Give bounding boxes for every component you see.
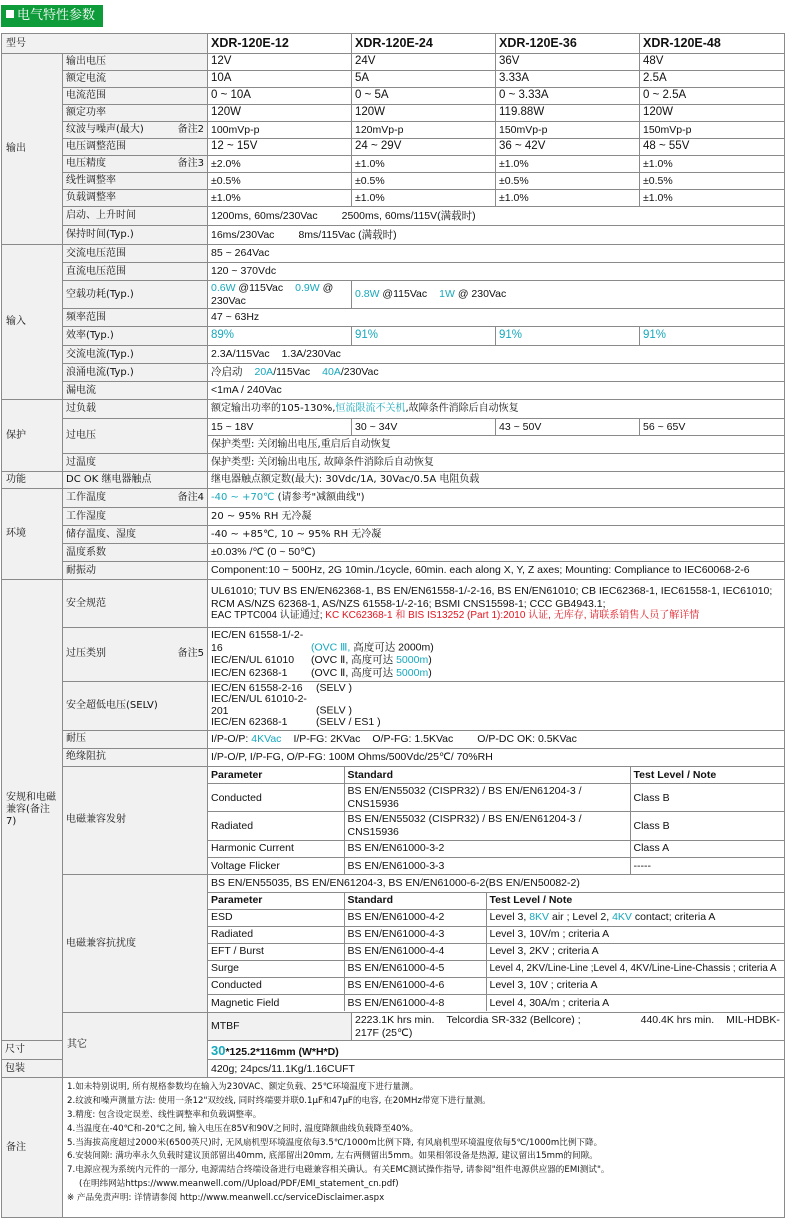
ac-range-value: 85 ~ 264Vac xyxy=(208,245,785,263)
note-1: 1.如未特别说明, 所有规格参数均在输入为230VAC、额定负载、25℃环境温度下进行量测。 xyxy=(67,1082,419,1093)
table-row xyxy=(208,943,784,960)
emc-im-param: ESD xyxy=(208,909,344,926)
tempco-label: 温度系数 xyxy=(63,544,208,562)
mtbf-c: 440.4K hrs min. xyxy=(640,1014,715,1027)
output-voltage-24: 24V xyxy=(352,54,496,71)
current-range-row xyxy=(2,88,785,105)
efficiency-36: 91% xyxy=(496,327,640,346)
withstand-ipop: I/P-O/P: xyxy=(211,732,252,745)
note-6: 6.安装间隙: 满功率永久负载时建议顶部留出40mm, 底部留出20mm, 左右两侧留出5mm。如果相邻设备是热源, 建议留出15mm的间隙。 xyxy=(67,1151,598,1162)
hold-up-value xyxy=(208,226,785,245)
otp-row xyxy=(2,454,785,472)
section-title-text: 电气特性参数 xyxy=(17,8,96,23)
table-row xyxy=(208,994,784,1011)
freq-row xyxy=(2,309,785,327)
esd-c: air ; Level 2, xyxy=(549,911,613,924)
noload-row xyxy=(2,281,785,309)
load-reg-48: ±1.0% xyxy=(640,190,785,207)
model-row xyxy=(2,34,785,54)
inrush-b-value: 40A xyxy=(322,366,341,379)
noload-label: 空载功耗(Typ.) xyxy=(63,281,208,309)
voltage-adj-label: 电压调整范围 xyxy=(63,139,208,156)
ovc-alt-3: 5000m xyxy=(396,666,429,679)
emc-im-param: Surge xyxy=(208,960,344,977)
inrush-a-cond: /115Vac xyxy=(273,366,311,379)
inrush-pre: 冷启动 xyxy=(211,366,243,379)
output-voltage-row xyxy=(2,54,785,71)
inrush-label: 浪涌电流(Typ.) xyxy=(63,364,208,382)
emc-im-std: BS EN/EN61000-4-3 xyxy=(344,926,486,943)
noload-d-cond: @ 230Vac xyxy=(454,288,507,301)
notes-group-label: 备注 xyxy=(2,1078,63,1218)
notes-content xyxy=(63,1078,785,1218)
noload-c-value: 0.8W xyxy=(355,288,380,301)
emc-im-param: EFT / Burst xyxy=(208,943,344,960)
tempco-row xyxy=(2,544,785,562)
esd-air-value: 8KV xyxy=(529,911,550,924)
output-voltage-label: 输出电压 xyxy=(63,54,208,71)
dc-range-value: 120 ~ 370Vdc xyxy=(208,263,785,281)
emc-immunity-cell xyxy=(208,875,785,1013)
rated-power-48: 120W xyxy=(640,105,785,122)
overload-value xyxy=(208,400,785,419)
note-3: 3.精度: 包含设定误差、线性调整率和负载调整率。 xyxy=(67,1109,262,1120)
noload-d-value: 1W xyxy=(439,288,455,301)
isolation-value: I/P-O/P, I/P-FG, O/P-FG: 100M Ohms/500Vdc/25℃/ 70%RH xyxy=(208,748,785,766)
ovc-class-3: (OVC Ⅱ, 高度可达 xyxy=(311,666,397,679)
dimension-label: 尺寸 xyxy=(2,1041,63,1060)
noload-others xyxy=(352,281,785,309)
section-header-bar xyxy=(0,0,785,30)
inrush-a-value: 20A xyxy=(254,366,274,379)
line-reg-24: ±0.5% xyxy=(352,173,496,190)
line-reg-48: ±0.5% xyxy=(640,173,785,190)
ac-current-230: 1.3A/230Vac xyxy=(281,348,341,361)
emc-em-param: Harmonic Current xyxy=(208,840,344,857)
vibration-value: Component:10 ~ 500Hz, 2G 10min./1cycle, 60min. each along X, Y, Z axes; Mounting: Compliance to IEC60068-2-6 xyxy=(208,562,785,580)
emc-im-head-param: Parameter xyxy=(208,892,344,909)
emc-immunity-row xyxy=(2,875,785,1013)
hold-up-label: 保持时间(Typ.) xyxy=(63,226,208,245)
withstand-ipfg: I/P-FG: 2KVac xyxy=(293,732,361,745)
voltage-adj-row xyxy=(2,139,785,156)
ovp-12: 15 ~ 18V xyxy=(208,419,352,436)
overload-row xyxy=(2,400,785,419)
emc-emission-table xyxy=(208,767,784,874)
current-range-36: 0 ~ 3.33A xyxy=(496,88,640,105)
load-reg-36: ±1.0% xyxy=(496,190,640,207)
load-reg-row xyxy=(2,190,785,207)
output-group-label: 输出 xyxy=(2,54,63,245)
square-bullet-icon xyxy=(6,10,14,18)
isolation-row xyxy=(2,748,785,766)
work-temp-note: 备注4 xyxy=(177,492,204,504)
voltage-tol-row xyxy=(2,156,785,173)
emc-im-level: Level 4, 2KV/Line-Line ;Level 4, 4KV/Line-Line-Chassis ; criteria A xyxy=(486,960,784,977)
line-reg-row xyxy=(2,173,785,190)
setup-rise-115: 2500ms, 60ms/115V(满载时) xyxy=(341,209,476,222)
ripple-label-text: 纹波与噪声(最大) xyxy=(66,124,144,135)
note-7: 7.电源应视为系统内元件的一部分, 电源需结合终端设备进行电磁兼容相关确认。有关EMC测试操作指导, 请参阅"组件电源供应器的EMI测试"。 xyxy=(67,1165,610,1176)
input-group-label: 输入 xyxy=(2,245,63,400)
rated-power-12: 120W xyxy=(208,105,352,122)
otp-value: 保护类型: 关闭输出电压, 故障条件消除后自动恢复 xyxy=(208,454,785,472)
environment-group-label: 环境 xyxy=(2,489,63,580)
emc-im-std: BS EN/EN61000-4-6 xyxy=(344,977,486,994)
emc-emission-header xyxy=(208,767,784,784)
emc-im-level: Level 3, 2KV ; criteria A xyxy=(486,943,784,960)
selv-class-1: (SELV ) xyxy=(316,681,352,694)
esd-contact-value: 4KV xyxy=(612,911,632,924)
isolation-label: 绝缘阻抗 xyxy=(63,748,208,766)
setup-rise-230: 1200ms, 60ms/230Vac xyxy=(211,209,318,222)
tempco-value: ±0.03% /℃ (0 ~ 50℃) xyxy=(208,544,785,562)
noload-b-value: 0.9W xyxy=(295,282,320,294)
line-reg-36: ±0.5% xyxy=(496,173,640,190)
mtbf-d: MIL-HDBK-217F (25℃) xyxy=(355,1014,780,1039)
work-temp-row xyxy=(2,489,785,508)
leakage-label: 漏电流 xyxy=(63,382,208,400)
table-row xyxy=(208,926,784,943)
ovp-label: 过电压 xyxy=(63,419,208,454)
ovc-close-2: ) xyxy=(428,654,432,667)
vibration-label: 耐振动 xyxy=(63,562,208,580)
ac-range-row xyxy=(2,245,785,263)
ovc-label xyxy=(63,628,208,681)
note-4: 4.当温度在-40℃和-20℃之间, 输入电压在85V和90V之间时, 温度降额曲线负载降至40%。 xyxy=(67,1123,419,1134)
rated-power-36: 119.88W xyxy=(496,105,640,122)
rated-current-24: 5A xyxy=(352,71,496,88)
voltage-tol-label-text: 电压精度 xyxy=(66,158,106,169)
inrush-value xyxy=(208,364,785,382)
model-12: XDR-120E-12 xyxy=(208,34,352,54)
ovc-note: 备注5 xyxy=(177,648,204,660)
work-hum-label: 工作湿度 xyxy=(63,508,208,526)
emc-em-std: BS EN/EN61000-3-2 xyxy=(344,840,630,857)
efficiency-label: 效率(Typ.) xyxy=(63,327,208,346)
voltage-adj-12: 12 ~ 15V xyxy=(208,139,352,156)
output-voltage-36: 36V xyxy=(496,54,640,71)
storage-value: -40 ~ +85℃, 10 ~ 95% RH 无冷凝 xyxy=(208,526,785,544)
current-range-48: 0 ~ 2.5A xyxy=(640,88,785,105)
overload-label: 过负载 xyxy=(63,400,208,419)
dc-range-label: 直流电压范围 xyxy=(63,263,208,281)
withstand-value xyxy=(208,730,785,748)
efficiency-12: 89% xyxy=(208,327,352,346)
safety-std-value xyxy=(208,580,785,628)
voltage-tol-36: ±1.0% xyxy=(496,156,640,173)
note-2: 2.纹波和噪声测量方法: 使用一条12"双绞线, 同时终端要并联0.1μF和47μF的电容, 在20MHz带宽下进行量测。 xyxy=(67,1096,491,1107)
freq-label: 频率范围 xyxy=(63,309,208,327)
safety-std-line1: UL61010; TUV BS EN/EN62368-1, BS EN/EN61558-1/-2-16, BS EN/EN61010; CB IEC62368-1, IEC61558-1, IEC61010; xyxy=(211,585,773,598)
ovc-class-1: (OVC Ⅲ, xyxy=(311,641,351,654)
ripple-48: 150mVp-p xyxy=(640,122,785,139)
withstand-opdc: O/P-DC OK: 0.5KVac xyxy=(477,732,577,745)
dcok-value: 继电器触点额定数(最大): 30Vdc/1A, 30Vac/0.5A 电阻负载 xyxy=(208,472,785,489)
table-row xyxy=(208,812,784,840)
safety-std-line2: RCM AS/NZS 62368-1, AS/NZS 61558-1/-2-16; BSMI CNS15598-1; CCC GB4943.1; xyxy=(211,597,606,610)
emc-im-std: BS EN/EN61000-4-2 xyxy=(344,909,486,926)
mtbf-row xyxy=(2,1013,785,1041)
ovc-std-2: IEC/EN/UL 61010 xyxy=(211,654,295,667)
section-title xyxy=(1,5,103,27)
emc-im-std: BS EN/EN61000-4-4 xyxy=(344,943,486,960)
emc-im-param: Magnetic Field xyxy=(208,994,344,1011)
ac-current-label: 交流电流(Typ.) xyxy=(63,346,208,364)
emc-em-param: Conducted xyxy=(208,784,344,812)
rated-current-36: 3.33A xyxy=(496,71,640,88)
emc-im-level: Level 3, 10V ; criteria A xyxy=(486,977,784,994)
mtbf-value xyxy=(352,1013,785,1041)
table-row xyxy=(208,909,784,926)
selv-label: 安全超低电压(SELV) xyxy=(63,681,208,730)
output-voltage-48: 48V xyxy=(640,54,785,71)
table-row xyxy=(208,960,784,977)
voltage-tol-note: 备注3 xyxy=(177,158,204,169)
setup-rise-row xyxy=(2,207,785,226)
emc-im-level-esd xyxy=(486,909,784,926)
emc-im-head-level: Test Level / Note xyxy=(486,892,784,909)
table-row xyxy=(208,977,784,994)
safety-std-row xyxy=(2,580,785,628)
emc-emission-row xyxy=(2,766,785,874)
emc-immunity-top xyxy=(208,875,784,892)
packing-label: 包装 xyxy=(2,1060,63,1078)
rated-current-row xyxy=(2,71,785,88)
others-group-label: 其它 xyxy=(63,1013,208,1078)
storage-row xyxy=(2,526,785,544)
table-row xyxy=(208,857,784,874)
load-reg-label: 负载调整率 xyxy=(63,190,208,207)
withstand-ipop-value: 4KVac xyxy=(251,732,282,745)
work-hum-row xyxy=(2,508,785,526)
ovc-std-3: IEC/EN 62368-1 xyxy=(211,666,288,679)
model-24: XDR-120E-24 xyxy=(352,34,496,54)
rated-current-48: 2.5A xyxy=(640,71,785,88)
ripple-row xyxy=(2,122,785,139)
noload-a-value: 0.6W xyxy=(211,282,236,294)
safety-std-eac: EAC TPTC004 认证通过; xyxy=(211,610,323,622)
voltage-tol-48: ±1.0% xyxy=(640,156,785,173)
current-range-12: 0 ~ 10A xyxy=(208,88,352,105)
emc-em-level: ----- xyxy=(630,857,784,874)
leakage-value: <1mA / 240Vac xyxy=(208,382,785,400)
ovc-class-2: (OVC Ⅱ, 高度可达 xyxy=(311,654,397,667)
table-row xyxy=(208,840,784,857)
spec-table xyxy=(1,33,785,1218)
emc-em-head-std: Standard xyxy=(344,767,630,784)
setup-rise-value xyxy=(208,207,785,226)
rated-current-label: 额定电流 xyxy=(63,71,208,88)
emc-im-head-std: Standard xyxy=(344,892,486,909)
emc-em-level: Class B xyxy=(630,812,784,840)
selv-std-3: IEC/EN 62368-1 xyxy=(211,716,288,729)
current-range-24: 0 ~ 5A xyxy=(352,88,496,105)
emc-im-param: Conducted xyxy=(208,977,344,994)
work-temp-label-text: 工作温度 xyxy=(66,492,106,504)
noload-a-cond: @115Vac xyxy=(235,282,284,294)
ripple-36: 150mVp-p xyxy=(496,122,640,139)
packing-value: 420g; 24pcs/11.1Kg/1.16CUFT xyxy=(208,1060,785,1078)
efficiency-row xyxy=(2,327,785,346)
emc-im-std: BS EN/EN61000-4-8 xyxy=(344,994,486,1011)
hold-up-row xyxy=(2,226,785,245)
voltage-tol-24: ±1.0% xyxy=(352,156,496,173)
rated-power-label: 额定功率 xyxy=(63,105,208,122)
ac-current-row xyxy=(2,346,785,364)
selv-row xyxy=(2,681,785,730)
noload-b-cond: @ 230Vac xyxy=(211,282,334,307)
model-36: XDR-120E-36 xyxy=(496,34,640,54)
ovc-row xyxy=(2,628,785,681)
protection-group-label: 保护 xyxy=(2,400,63,472)
emc-im-std: BS EN/EN61000-4-5 xyxy=(344,960,486,977)
safety-std-label: 安全规范 xyxy=(63,580,208,628)
rated-power-row xyxy=(2,105,785,122)
ovc-close-3: ) xyxy=(428,666,432,679)
ripple-note: 备注2 xyxy=(177,124,204,135)
note-5: 5.当海拔高度超过2000米(6500英尺)时, 无风扇机型环境温度依每3.5℃/1000m比例下降, 有风扇机型环境温度依每5℃/1000m比例下降。 xyxy=(67,1137,603,1148)
ac-current-value xyxy=(208,346,785,364)
ripple-label xyxy=(63,122,208,139)
emc-immunity-table xyxy=(208,875,784,1011)
hold-up-115: 8ms/115Vac (满载时) xyxy=(298,228,397,241)
emc-em-level: Class A xyxy=(630,840,784,857)
emc-emission-label: 电磁兼容发射 xyxy=(63,766,208,874)
noload-c-cond: @115Vac xyxy=(379,288,428,301)
dc-range-row xyxy=(2,263,785,281)
line-reg-12: ±0.5% xyxy=(208,173,352,190)
notes-row xyxy=(2,1078,785,1218)
emc-em-head-param: Parameter xyxy=(208,767,344,784)
rated-current-12: 10A xyxy=(208,71,352,88)
mtbf-label: MTBF xyxy=(208,1013,352,1041)
ovp-24: 30 ~ 34V xyxy=(352,419,496,436)
work-temp-post: (请参考"减额曲线") xyxy=(274,492,365,504)
withstand-row xyxy=(2,730,785,748)
output-voltage-12: 12V xyxy=(208,54,352,71)
storage-label: 储存温度、湿度 xyxy=(63,526,208,544)
emc-emission-cell xyxy=(208,766,785,874)
otp-label: 过温度 xyxy=(63,454,208,472)
vibration-row xyxy=(2,562,785,580)
setup-rise-label: 启动、上升时间 xyxy=(63,207,208,226)
ac-range-label: 交流电压范围 xyxy=(63,245,208,263)
work-temp-value xyxy=(208,489,785,508)
hold-up-230: 16ms/230Vac xyxy=(211,228,275,241)
dcok-row xyxy=(2,472,785,489)
efficiency-48: 91% xyxy=(640,327,785,346)
voltage-adj-36: 36 ~ 42V xyxy=(496,139,640,156)
overload-pre: 额定输出功率的105-130%, xyxy=(211,403,336,415)
ovp-values-row xyxy=(2,419,785,436)
current-range-label: 电流范围 xyxy=(63,88,208,105)
mtbf-b: Telcordia SR-332 (Bellcore) ; xyxy=(446,1014,581,1027)
ovc-std-1: IEC/EN 61558-1/-2-16 xyxy=(211,629,304,654)
withstand-label: 耐压 xyxy=(63,730,208,748)
line-reg-label: 线性调整率 xyxy=(63,173,208,190)
dimension-width: 30 xyxy=(211,1042,226,1058)
inrush-b-cond: /230Vac xyxy=(340,366,379,379)
ripple-24: 120mVp-p xyxy=(352,122,496,139)
dimension-rest: *125.2*116mm (W*H*D) xyxy=(225,1045,339,1058)
ripple-12: 100mVp-p xyxy=(208,122,352,139)
emc-im-level: Level 4, 30A/m ; criteria A xyxy=(486,994,784,1011)
emc-em-std: BS EN/EN55032 (CISPR32) / BS EN/EN61204-3 / CNS15936 xyxy=(344,812,630,840)
safety-std-kc-note: KC KC62368-1 和 BIS IS13252 (Part 1):2010 认证, 无库存, 请联系销售人员了解详情 xyxy=(322,610,700,622)
ovc-alt-1: 高度可达 2000m) xyxy=(350,641,434,654)
freq-value: 47 ~ 63Hz xyxy=(208,309,785,327)
work-temp-range: -40 ~ +70℃ xyxy=(211,492,275,504)
ovp-36: 43 ~ 50V xyxy=(496,419,640,436)
selv-class-2: (SELV ) xyxy=(316,704,352,717)
model-label: 型号 xyxy=(2,34,208,54)
emc-em-param: Radiated xyxy=(208,812,344,840)
esd-a: Level 3, xyxy=(489,911,530,924)
selv-value xyxy=(208,681,785,730)
voltage-tol-label xyxy=(63,156,208,173)
voltage-tol-12: ±2.0% xyxy=(208,156,352,173)
withstand-opfg: O/P-FG: 1.5KVac xyxy=(372,732,454,745)
emc-em-level: Class B xyxy=(630,784,784,812)
emc-im-param: Radiated xyxy=(208,926,344,943)
emc-em-std: BS EN/EN55032 (CISPR32) / BS EN/EN61204-3 / CNS15936 xyxy=(344,784,630,812)
voltage-adj-24: 24 ~ 29V xyxy=(352,139,496,156)
overload-post: ,故障条件消除后自动恢复 xyxy=(405,403,519,415)
model-48: XDR-120E-48 xyxy=(640,34,785,54)
noload-12 xyxy=(208,281,352,309)
work-temp-label xyxy=(63,489,208,508)
inrush-row xyxy=(2,364,785,382)
emc-em-std: BS EN/EN61000-3-3 xyxy=(344,857,630,874)
leakage-row xyxy=(2,382,785,400)
table-row xyxy=(208,784,784,812)
rated-power-24: 120W xyxy=(352,105,496,122)
ovc-value xyxy=(208,628,785,681)
ovc-alt-2: 5000m xyxy=(396,654,429,667)
emc-em-param: Voltage Flicker xyxy=(208,857,344,874)
dcok-label: DC OK 继电器触点 xyxy=(63,472,208,489)
ac-current-115: 2.3A/115Vac xyxy=(211,348,270,361)
ovp-48: 56 ~ 65V xyxy=(640,419,785,436)
load-reg-12: ±1.0% xyxy=(208,190,352,207)
safety-group-label: 安规和电磁兼容(备注7) xyxy=(2,580,63,1041)
selv-std-2: IEC/EN/UL 61010-2-201 xyxy=(211,693,307,717)
dimension-value xyxy=(208,1041,785,1060)
overload-cc: 恒流限流不关机 xyxy=(335,403,406,415)
emc-em-head-level: Test Level / Note xyxy=(630,767,784,784)
esd-e: contact; criteria A xyxy=(631,911,716,924)
note-7-link[interactable]: (在明纬网站https://www.meanwell.com//Upload/PDF/EMI_statement_cn.pdf) xyxy=(79,1178,399,1189)
selv-std-1: IEC/EN 61558-2-16 xyxy=(211,681,303,694)
selv-class-3: (SELV / ES1 ) xyxy=(316,716,381,729)
efficiency-24: 91% xyxy=(352,327,496,346)
emc-im-standards: BS EN/EN55035, BS EN/EN61204-3, BS EN/EN61000-6-2(BS EN/EN50082-2) xyxy=(208,875,784,892)
ovc-label-text: 过压类别 xyxy=(66,648,106,660)
voltage-adj-48: 48 ~ 55V xyxy=(640,139,785,156)
emc-immunity-label: 电磁兼容抗扰度 xyxy=(63,875,208,1013)
emc-immunity-header xyxy=(208,892,784,909)
emc-im-level: Level 3, 10V/m ; criteria A xyxy=(486,926,784,943)
mtbf-a: 2223.1K hrs min. xyxy=(355,1014,435,1027)
work-hum-value: 20 ~ 95% RH 无冷凝 xyxy=(208,508,785,526)
ovp-type: 保护类型: 关闭输出电压,重启后自动恢复 xyxy=(208,436,785,454)
load-reg-24: ±1.0% xyxy=(352,190,496,207)
function-group-label: 功能 xyxy=(2,472,63,489)
disclaimer-note[interactable]: ※ 产品免责声明: 详情请参阅 http://www.meanwell.cc/serviceDisclaimer.aspx xyxy=(67,1192,385,1203)
